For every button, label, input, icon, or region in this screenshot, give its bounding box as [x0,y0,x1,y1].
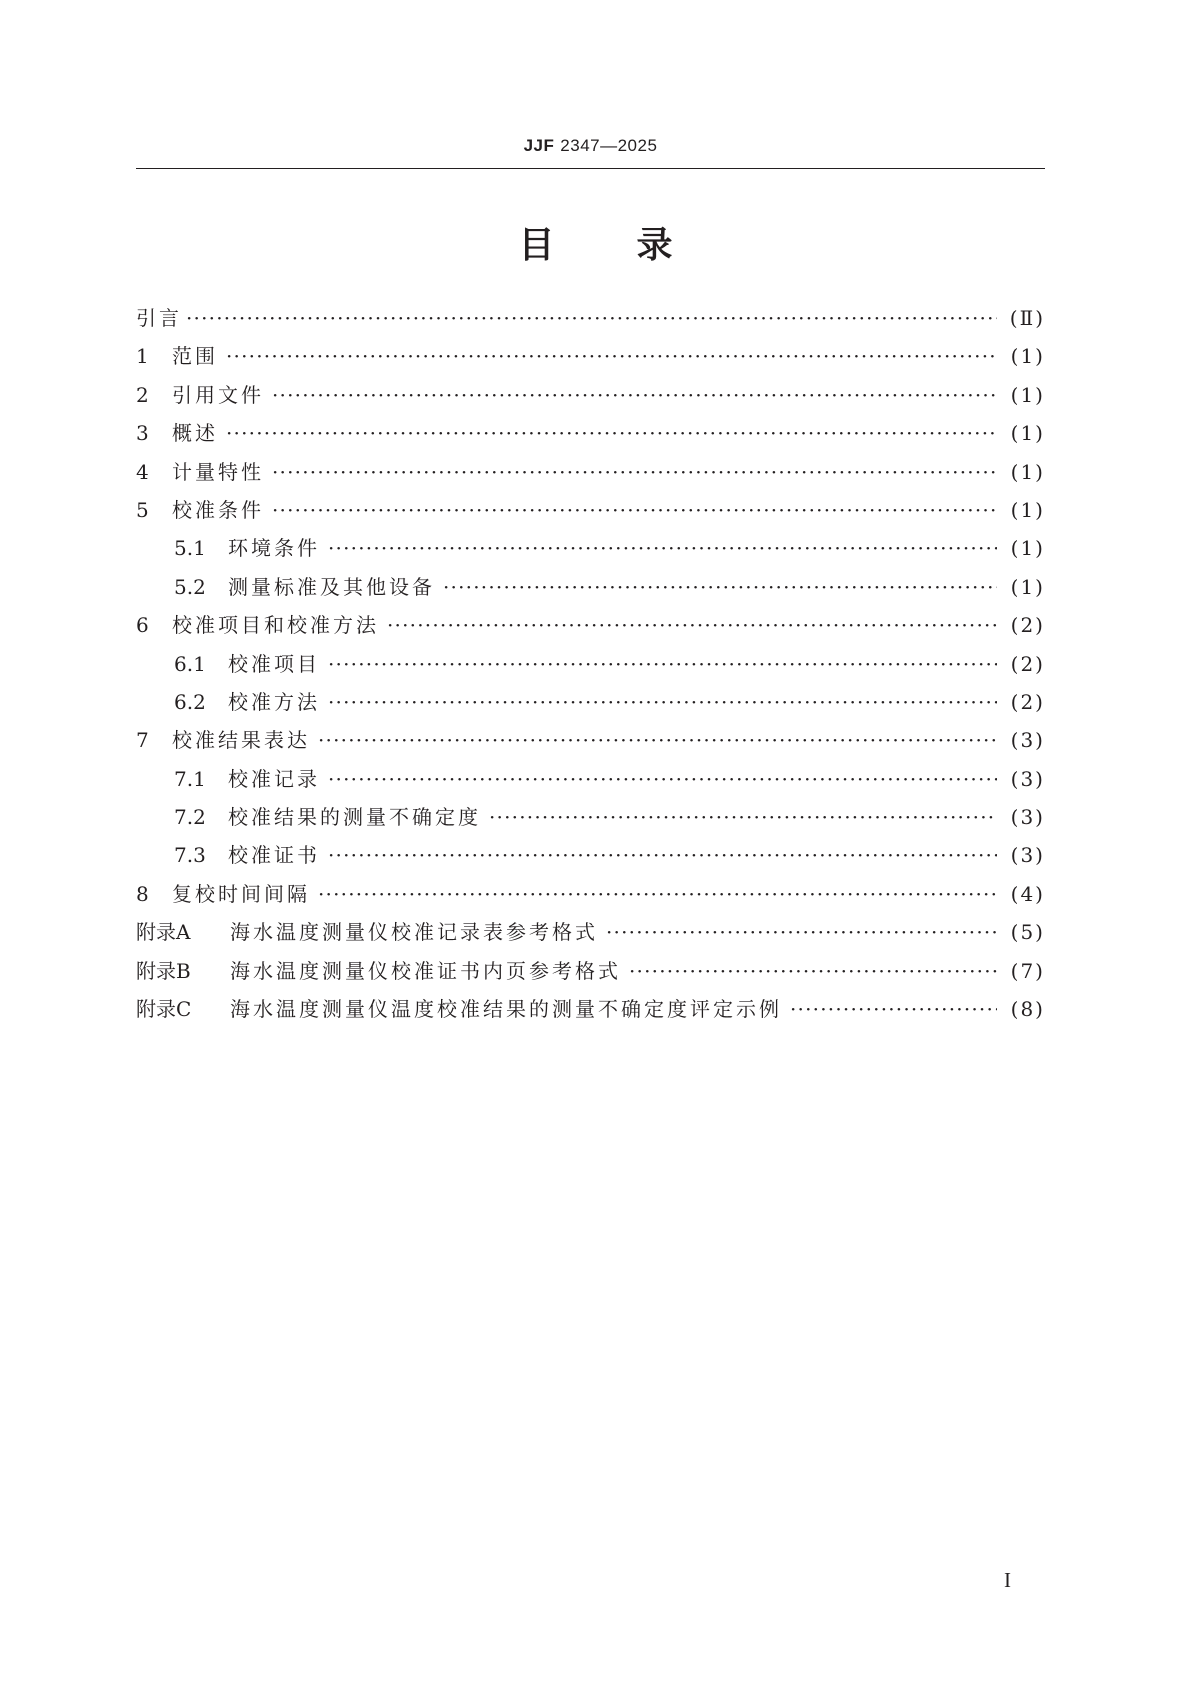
toc-entry-label: 概述 [172,421,218,446]
toc-entry-label: 计量特性 [172,459,264,484]
toc-entry-number: 附录C [136,997,192,1022]
toc-entry-page: (1) [1010,344,1045,369]
toc-entry-label: 校准证书 [228,843,320,868]
toc-entry-page: (3) [1010,766,1045,791]
dot-leader [629,959,997,983]
toc-subentry[interactable] [136,532,1045,570]
toc-entry-page: (3) [1010,843,1045,868]
toc-entry[interactable] [136,878,1045,916]
toc-entry-page: (8) [1010,997,1045,1022]
toc-entry-page: (4) [1010,881,1045,906]
dot-leader [790,997,997,1021]
toc-entry-label: 校准条件 [172,497,264,522]
toc-entry-page: (3) [1010,728,1045,753]
dot-leader [318,728,997,752]
toc-entry[interactable] [136,379,1045,417]
toc-entry-label: 海水温度测量仪校准记录表参考格式 [230,920,598,945]
toc-entry-page: (1) [1010,497,1045,522]
toc-entry-label: 校准结果表达 [172,728,310,753]
dot-leader [328,690,997,714]
toc-entry[interactable] [136,456,1045,494]
toc-subentry[interactable] [136,763,1045,801]
toc-entry-page: (1) [1010,382,1045,407]
toc-subentry[interactable] [136,801,1045,839]
toc-entry-number: 5 [136,497,149,522]
running-header [136,132,1045,169]
dot-leader [272,460,997,484]
toc-entry-number: 7.3 [174,843,206,868]
toc-entry-page: (5) [1010,920,1045,945]
dot-leader [226,344,997,368]
toc-entry-number: 4 [136,459,149,484]
dot-leader [186,306,997,330]
toc-entry-number: 8 [136,881,149,906]
toc-entry-page: (Ⅱ) [1009,306,1045,330]
toc-entry-intro[interactable] [136,302,1045,340]
toc-entry[interactable] [136,724,1045,762]
toc-entry-number: 6 [136,613,149,638]
toc-entry-number: 6.2 [174,689,206,714]
toc-appendix-entry[interactable] [136,916,1045,954]
toc-entry-number: 附录B [136,958,191,983]
dot-leader [328,652,997,676]
dot-leader [489,805,997,829]
dot-leader [606,920,997,944]
dot-leader [318,882,997,906]
toc-entry-number: 7.2 [174,805,206,830]
toc-entry-label: 校准记录 [228,766,320,791]
toc-subentry[interactable] [136,648,1045,686]
toc-entry-label: 校准项目和校准方法 [172,613,379,638]
toc-entry-label: 范围 [172,344,218,369]
page-number: I [1004,1568,1011,1592]
toc-entry-label: 引用文件 [172,382,264,407]
toc-entry-label: 校准方法 [228,689,320,714]
toc-entry-page: (3) [1010,805,1045,830]
dot-leader [328,843,997,867]
dot-leader [272,383,997,407]
toc-entry-number: 7.1 [174,766,206,791]
toc-entry[interactable] [136,417,1045,455]
toc-entry-number: 6.1 [174,651,206,676]
toc-entry-label: 校准项目 [228,651,320,676]
toc-entry-page: (2) [1010,613,1045,638]
standard-number: 2347—2025 [560,136,658,155]
toc-entry-number: 3 [136,421,149,446]
toc-entry-number: 附录A [136,920,191,945]
toc-entry[interactable] [136,494,1045,532]
toc-appendix-entry[interactable] [136,993,1045,1031]
toc-entry-label: 校准结果的测量不确定度 [228,805,481,830]
toc-entry-label: 海水温度测量仪校准证书内页参考格式 [230,958,621,983]
toc-entry-page: (1) [1010,574,1045,599]
toc-entry-label: 测量标准及其他设备 [228,574,435,599]
toc-entry-page: (7) [1010,958,1045,983]
dot-leader [328,767,997,791]
standard-prefix: JJF [523,136,555,155]
toc-entry-number: 5.2 [174,574,206,599]
page-title: 目录 [518,225,755,266]
dot-leader [387,613,997,637]
toc-subentry[interactable] [136,839,1045,877]
toc-appendix-entry[interactable] [136,955,1045,993]
toc-entry-label: 复校时间间隔 [172,881,310,906]
toc-entry-page: (1) [1010,536,1045,561]
toc-entry-number: 5.1 [174,536,206,561]
toc-subentry[interactable] [136,686,1045,724]
toc-entry-page: (2) [1010,651,1045,676]
standard-code [524,136,658,156]
toc-entry-page: (2) [1010,689,1045,714]
toc-entry-number: 1 [136,344,149,369]
toc-entry[interactable] [136,340,1045,378]
dot-leader [226,421,997,445]
toc-subentry[interactable] [136,571,1045,609]
toc-entry-label: 环境条件 [228,536,320,561]
toc-entry-label: 海水温度测量仪温度校准结果的测量不确定度评定示例 [230,997,782,1022]
table-of-contents [136,302,1045,1031]
toc-entry-label: 引言 [136,306,182,330]
toc-entry-number: 7 [136,728,149,753]
toc-entry-page: (1) [1010,421,1045,446]
dot-leader [443,575,997,599]
toc-entry-page: (1) [1010,459,1045,484]
dot-leader [328,536,997,560]
dot-leader [272,498,997,522]
toc-entry[interactable] [136,609,1045,647]
toc-entry-number: 2 [136,382,149,407]
